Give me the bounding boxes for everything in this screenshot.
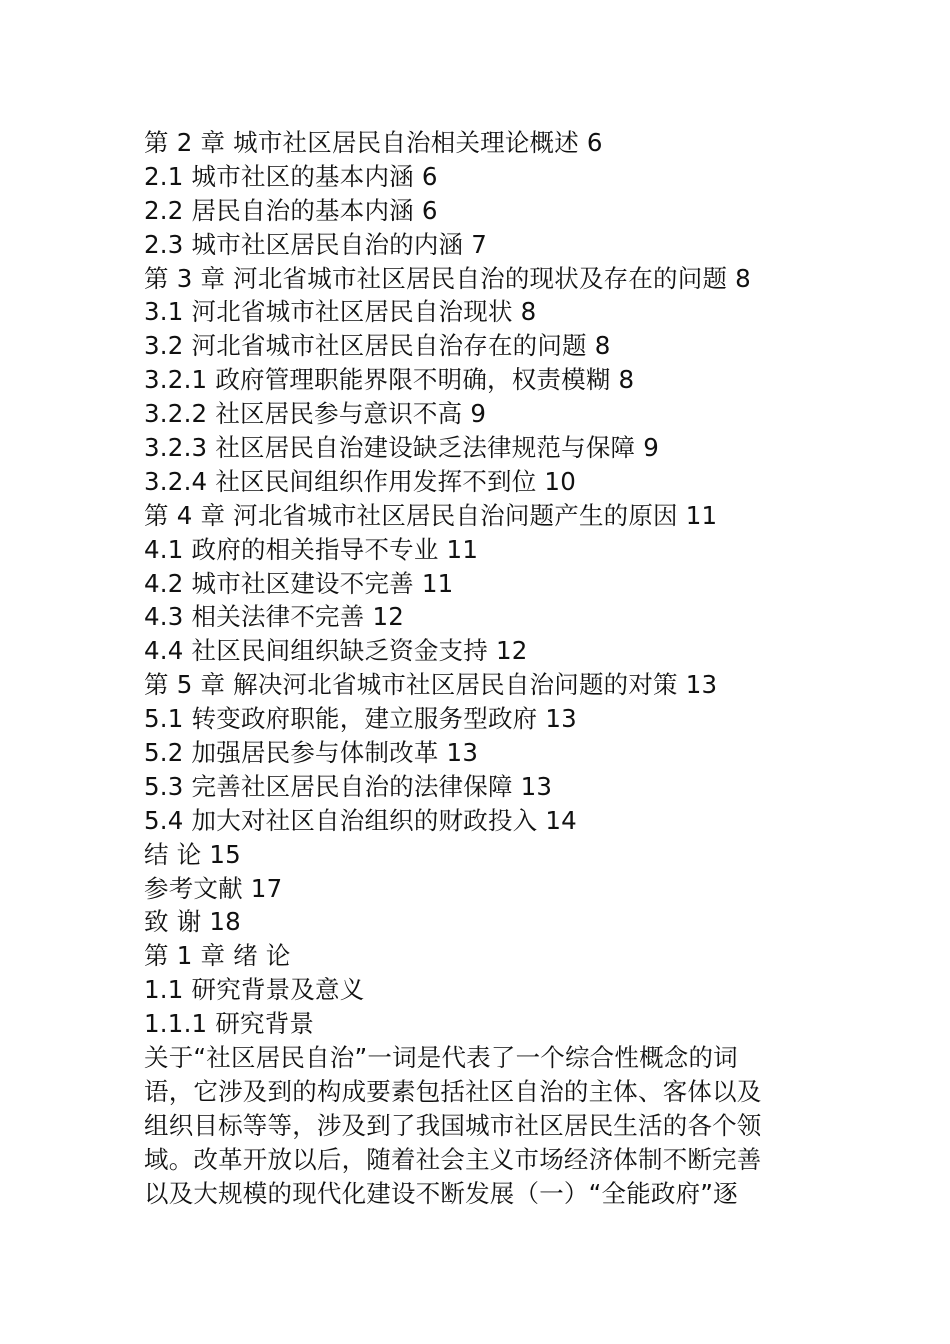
subsection-heading: 1.1.1 研究背景 [144, 1009, 315, 1039]
toc-entry: 3.2 河北省城市社区居民自治存在的问题 8 [144, 331, 611, 361]
body-paragraph [144, 1041, 786, 1211]
toc-entry: 3.2.2 社区居民参与意识不高 9 [144, 399, 487, 429]
toc-entry: 第 2 章 城市社区居民自治相关理论概述 6 [144, 128, 603, 157]
toc-entry: 5.4 加大对社区自治组织的财政投入 14 [144, 805, 577, 835]
toc-entry: 4.3 相关法律不完善 12 [144, 602, 405, 632]
toc-entry: 5.3 完善社区居民自治的法律保障 13 [144, 771, 553, 801]
document-content [144, 126, 794, 1211]
toc-entry: 3.2.4 社区民间组织作用发挥不到位 10 [144, 466, 576, 496]
toc-entry: 致 谢 18 [144, 907, 241, 937]
paragraph-line: 以及大规模的现代化建设不断发展（一）“全能政府”逐 [144, 1178, 738, 1208]
toc-entry: 2.3 城市社区居民自治的内涵 7 [144, 229, 488, 259]
toc-entry: 5.1 转变政府职能，建立服务型政府 13 [144, 704, 577, 734]
toc-entry: 2.2 居民自治的基本内涵 6 [144, 195, 438, 225]
paragraph-line: 组织目标等等，涉及到了我国城市社区居民生活的各个领 [144, 1110, 762, 1140]
paragraph-line: 关于“社区居民自治”一词是代表了一个综合性概念的词 [144, 1043, 738, 1073]
table-of-contents [144, 126, 794, 939]
toc-entry: 4.2 城市社区建设不完善 11 [144, 568, 454, 598]
toc-entry: 第 5 章 解决河北省城市社区居民自治问题的对策 13 [144, 670, 718, 700]
toc-entry: 3.2.3 社区居民自治建设缺乏法律规范与保障 9 [144, 433, 660, 463]
toc-entry: 4.4 社区民间组织缺乏资金支持 12 [144, 636, 528, 666]
paragraph-line: 语，它涉及到的构成要素包括社区自治的主体、客体以及 [144, 1076, 762, 1106]
toc-entry: 3.2.1 政府管理职能界限不明确，权责模糊 8 [144, 365, 635, 395]
section-heading: 1.1 研究背景及意义 [144, 975, 365, 1005]
toc-entry: 4.1 政府的相关指导不专业 11 [144, 534, 479, 564]
toc-entry: 第 4 章 河北省城市社区居民自治问题产生的原因 11 [144, 500, 718, 530]
toc-entry: 结 论 15 [144, 839, 241, 869]
toc-entry: 参考文献 17 [144, 873, 283, 903]
toc-entry: 第 3 章 河北省城市社区居民自治的现状及存在的问题 8 [144, 263, 751, 293]
paragraph-line: 域。改革开放以后，随着社会主义市场经济体制不断完善 [144, 1144, 762, 1174]
toc-entry: 3.1 河北省城市社区居民自治现状 8 [144, 297, 537, 327]
toc-entry: 2.1 城市社区的基本内涵 6 [144, 161, 438, 191]
chapter-heading: 第 1 章 绪 论 [144, 941, 291, 971]
toc-entry: 5.2 加强居民参与体制改革 13 [144, 738, 479, 768]
